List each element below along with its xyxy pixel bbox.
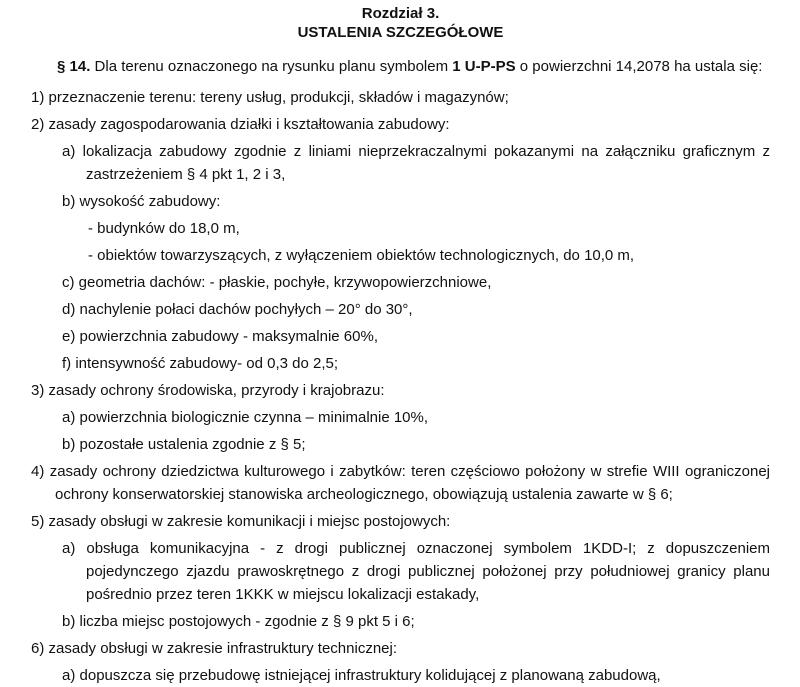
item-marker: a) [62,667,76,684]
item-text: powierzchnia biologicznie czynna – minimalnie 10%, [79,409,429,426]
item-text: wysokość zabudowy: [79,193,221,210]
item-marker: b) [62,613,76,630]
list-item [62,140,770,186]
item-marker: a) [62,540,76,557]
item-marker: d) [62,301,76,318]
item-marker: a) [62,143,76,160]
list-item [88,244,770,267]
item-text: zasady obsługi w zakresie infrastruktury technicznej: [48,640,398,657]
item-marker: 3) [31,382,45,399]
item-text: przeznaczenie terenu: tereny usług, produkcji, składów i magazynów; [48,89,509,106]
chapter-heading [31,4,770,42]
item-text: pozostałe ustalenia zgodnie z § 5; [79,436,306,453]
section-intro-paragraph [31,55,770,78]
item-marker: 6) [31,640,45,657]
list-item [62,190,770,213]
item-marker: 5) [31,513,45,530]
item-marker: 4) [31,463,45,480]
item-text: zasady ochrony dziedzictwa kulturowego i zabytków: teren częściowo położony w strefie WIII ograniczonej ochrony konserwatorskiej stanowiska archeologicznego, obowiązują ustalenia zawarte w § 6; [49,463,771,503]
item-text: intensywność zabudowy- od 0,3 do 2,5; [75,355,339,372]
item-text: zasady zagospodarowania działki i kształtowania zabudowy: [48,116,450,133]
item-text: liczba miejsc postojowych - zgodnie z § 9 pkt 5 i 6; [79,613,415,630]
list-item [62,433,770,456]
list-item [62,610,770,633]
item-marker: 2) [31,116,45,133]
item-marker: - [88,247,93,264]
item-marker: b) [62,193,76,210]
list-item [62,271,770,294]
section-number: § 14. [57,58,91,75]
item-text: nachylenie połaci dachów pochyłych – 20° do 30°, [79,301,413,318]
chapter-title: USTALENIA SZCZEGÓŁOWE [297,24,504,41]
list-item [31,86,770,109]
list-item [62,537,770,606]
list-item [31,113,770,136]
item-text: budynków do 18,0 m, [97,220,240,237]
item-text: zasady ochrony środowiska, przyrody i krajobrazu: [48,382,385,399]
intro-text-after: o powierzchni 14,2078 ha ustala się: [519,58,763,75]
item-marker: - [88,220,93,237]
item-marker: e) [62,328,76,345]
item-text: zasady obsługi w zakresie komunikacji i miejsc postojowych: [48,513,451,530]
item-text: geometria dachów: - płaskie, pochyłe, krzywopowierzchniowe, [78,274,492,291]
item-marker: f) [62,355,72,372]
item-marker: 1) [31,89,45,106]
list-item [88,217,770,240]
item-text: powierzchnia zabudowy - maksymalnie 60%, [79,328,378,345]
list-item [62,352,770,375]
list-item [31,637,770,660]
list-item [62,325,770,348]
item-marker: c) [62,274,75,291]
list-item [62,664,770,687]
list-item [62,406,770,429]
list-item [62,298,770,321]
terrain-symbol: 1 U-P-PS [452,58,516,75]
list-item [31,379,770,402]
item-marker: a) [62,409,76,426]
list-item [31,510,770,533]
item-marker: b) [62,436,76,453]
item-text: obiektów towarzyszących, z wyłączeniem obiektów technologicznych, do 10,0 m, [97,247,635,264]
item-text: lokalizacja zabudowy zgodnie z liniami nieprzekraczalnymi pokazanymi na załączniku graficznym z zastrzeżeniem § 4 pkt 1, 2 i 3, [82,143,770,183]
list-item [31,460,770,506]
item-text: dopuszcza się przebudowę istniejącej infrastruktury kolidującej z planowaną zabudową, [79,667,661,684]
item-text: obsługa komunikacyjna - z drogi publicznej oznaczonej symbolem 1KDD-I; z dopuszczeniem pojedynczego zjazdu prawoskrętnego z drogi publicznej położonej przy południowej granicy planu pośrednio przez teren 1KKK w miejscu lokalizacji estakady, [86,540,771,603]
intro-text-before: Dla terenu oznaczonego na rysunku planu symbolem [94,58,449,75]
chapter-number: Rozdział 3. [361,5,440,22]
